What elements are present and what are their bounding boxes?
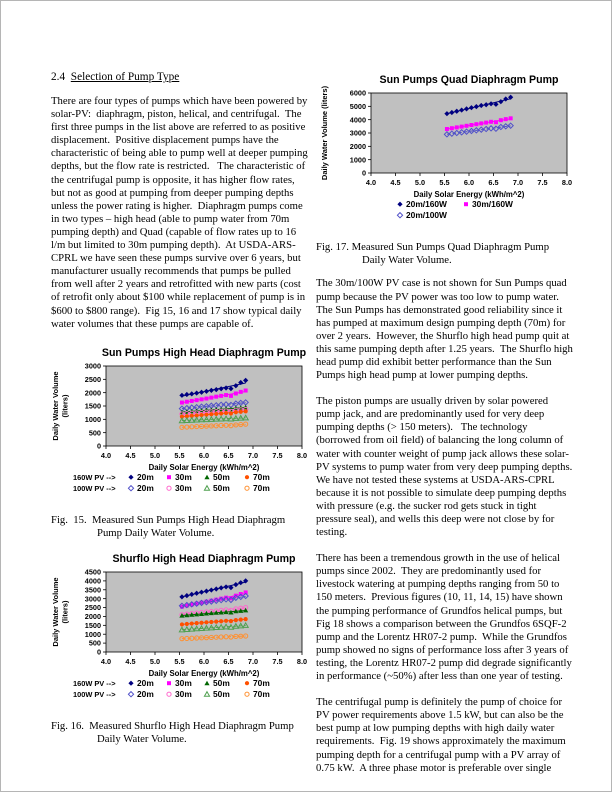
data-point <box>204 620 208 624</box>
y-tick-label: 1500 <box>84 401 101 411</box>
data-point <box>190 399 194 403</box>
x-axis-title: Daily Solar Energy (kWh/m^2) <box>148 669 260 679</box>
x-tick-label: 7.0 <box>247 450 259 460</box>
caption-line-2: Daily Water Volume. <box>97 733 187 746</box>
legend-label: 20m <box>137 471 154 482</box>
legend-marker <box>204 692 209 697</box>
caption-line-1: Fig. 15. Measured Sun Pumps High Head Diaphragm <box>51 513 286 526</box>
caption-line-2: Pump Daily Water Volume. <box>97 526 215 539</box>
legend-label: 50m <box>213 471 230 482</box>
y-tick-label: 5000 <box>349 101 366 111</box>
data-point <box>229 619 233 623</box>
chart-title: Sun Pumps High Head Diaphragm Pump <box>101 346 307 359</box>
x-tick-label: 5.0 <box>149 657 161 667</box>
data-point <box>185 622 189 626</box>
data-point <box>234 410 238 414</box>
data-point <box>239 390 243 394</box>
y-tick-label: 3000 <box>84 594 101 604</box>
legend-marker <box>128 692 133 697</box>
x-tick-label: 8.0 <box>296 657 308 667</box>
y-tick-label: 0 <box>361 168 366 178</box>
legend-label: 30m <box>175 678 192 689</box>
x-tick-label: 8.0 <box>296 450 308 460</box>
x-tick-label: 4.0 <box>365 178 377 187</box>
y-tick-label: 2000 <box>84 612 101 622</box>
y-tick-label: 3500 <box>84 585 101 595</box>
data-point <box>224 619 228 623</box>
x-tick-label: 5.5 <box>174 450 185 460</box>
legend-marker <box>204 485 209 490</box>
legend-label: 30m <box>175 689 192 700</box>
y-tick-label: 500 <box>88 427 101 437</box>
legend-marker <box>245 681 249 685</box>
legend-marker <box>128 681 133 686</box>
caption-line-2: Daily Water Volume. <box>362 254 452 267</box>
legend-label: 70m <box>253 678 270 689</box>
data-point <box>504 117 508 121</box>
data-point <box>229 411 233 415</box>
x-tick-label: 4.5 <box>125 657 136 667</box>
data-point <box>199 621 203 625</box>
data-point <box>244 409 248 413</box>
x-tick-label: 6.0 <box>198 657 210 667</box>
x-tick-label: 5.0 <box>414 178 426 187</box>
x-axis-title: Daily Solar Energy (kWh/m^2) <box>148 462 260 472</box>
legend-label: 70m <box>253 689 270 700</box>
legend-label: 20m/100W <box>406 210 447 220</box>
x-tick-label: 6.0 <box>198 450 210 460</box>
legend-label: 70m <box>253 471 270 482</box>
figure-17-caption <box>316 241 574 267</box>
legend-marker <box>245 475 249 479</box>
y-tick-label: 1500 <box>84 621 101 631</box>
y-tick-label: 3000 <box>84 361 101 371</box>
data-point <box>450 126 454 130</box>
caption-line-1: Fig. 16. Measured Shurflo High Head Diaphragm Pump <box>51 720 294 733</box>
data-point <box>489 120 493 124</box>
legend-prefix: 100W PV --> <box>73 483 116 493</box>
data-point <box>224 411 228 415</box>
data-point <box>239 618 243 622</box>
x-tick-label: 6.5 <box>488 178 499 187</box>
data-point <box>445 127 449 131</box>
legend-marker <box>167 692 171 696</box>
x-tick-label: 5.0 <box>149 450 161 460</box>
data-point <box>219 394 223 398</box>
figure-15-chart <box>51 344 308 511</box>
chart-svg <box>51 344 308 506</box>
data-point <box>474 122 478 126</box>
y-tick-label: 2000 <box>84 387 101 397</box>
data-point <box>219 411 223 415</box>
left-column <box>51 71 309 757</box>
y-tick-label: 4000 <box>84 576 101 586</box>
data-point <box>469 123 473 127</box>
right-paragraph-1: The 30m/100W PV case is not shown for Sun Pumps quad pump because the PV power was too low to pump water. The Sun Pumps has demonstrated good reliability since it has pumped at maximum design pumping depth (70m) for over 2 years. However, the Shurflo high head pump quit at this same pumping depth after 1.25 years. The Shurflo high head pump did exhibit better performance than the Sun Pumps high head pump at lower pumping depths. <box>316 277 576 382</box>
x-tick-label: 6.5 <box>223 450 234 460</box>
data-point <box>234 618 238 622</box>
legend-prefix: 100W PV --> <box>73 690 116 700</box>
plot-area <box>371 93 567 173</box>
data-point <box>455 125 459 129</box>
data-point <box>499 118 503 122</box>
x-tick-label: 4.0 <box>100 657 112 667</box>
x-tick-label: 6.5 <box>223 657 234 667</box>
data-point <box>484 121 488 125</box>
legend-marker <box>167 486 171 490</box>
figure-16-chart <box>51 550 308 717</box>
data-point <box>214 620 218 624</box>
x-tick-label: 7.5 <box>272 450 283 460</box>
y-tick-label: 4000 <box>349 115 366 125</box>
x-tick-label: 4.5 <box>390 178 401 187</box>
figure-15-caption <box>51 514 309 540</box>
data-point <box>244 388 248 392</box>
y-tick-label: 1000 <box>84 414 101 424</box>
x-tick-label: 7.5 <box>537 178 548 187</box>
data-point <box>214 411 218 415</box>
data-point <box>234 391 238 395</box>
data-point <box>509 116 513 120</box>
right-column <box>316 71 578 788</box>
data-point <box>224 393 228 397</box>
left-paragraph: There are four types of pumps which have been powered by solar-PV: diaphragm, piston, helical, and centrifugal. The first three pumps in the list above are referred to as positive displacement. Positive displacement pumps have the characteristic of being able to pump well at deeper pumping depths, but the flow rate is restricted. The characteristic of the centrifugal pump is opposite, it has higher flow rates, but not as good at pumping from deeper pumping depths unless the power rating is higher. Diaphragm pumps come in two types – high head (able to pump water from 70m pumping depth) and Quad (capable of flow rates up to 16 l/m but limited to 30m pumping depth). At USDA-ARS-CPRL we have seen these pumps survive over 6 years, but manufacturer usually recommends that pumps be pulled from well after 2 years and retrofitted with new parts (cost of retrofit only about $100 while replacement of pump is in $600 to $800 range). Fig 15, 16 and 17 show typical daily water volumes that these pumps are capable of. <box>51 95 311 330</box>
x-tick-label: 5.5 <box>174 657 185 667</box>
data-point <box>190 622 194 626</box>
y-tick-label: 0 <box>96 647 101 657</box>
x-tick-label: 7.5 <box>272 657 283 667</box>
y-axis-title: Daily Water Volume <box>51 577 60 647</box>
legend-label: 20m/160W <box>406 199 447 209</box>
legend-marker <box>204 681 209 686</box>
y-tick-label: 1000 <box>349 155 366 165</box>
data-point <box>494 120 498 124</box>
right-paragraph-2: The piston pumps are usually driven by solar powered pump jack, and are predominantly used for very deep pumping depths (> 150 meters). The technology (borrowed from oil field) of balancing the long column of water with counter weight of pump jack allows these solar-PV systems to pump water from very deep pumping depths. We have not tested these systems at USDA-ARS-CPRL because it is not possible to simulate deep pumping depths with pressure (e.g. the sucker rod gets stuck in tight pressure seal), and wells this deep were not close by for testing. <box>316 395 578 539</box>
legend-marker <box>167 681 171 685</box>
legend-label: 20m <box>137 482 154 493</box>
legend-label: 30m <box>175 471 192 482</box>
data-point <box>460 125 464 129</box>
y-axis-title: Daily Water Volume <box>51 371 60 441</box>
data-point <box>209 620 213 624</box>
data-point <box>195 621 199 625</box>
data-point <box>219 619 223 623</box>
data-point <box>180 400 184 404</box>
legend-marker <box>464 202 468 206</box>
x-tick-label: 7.0 <box>512 178 524 187</box>
chart-title: Sun Pumps Quad Diaphragm Pump <box>379 74 559 86</box>
data-point <box>180 622 184 626</box>
legend-label: 50m <box>213 482 230 493</box>
legend-label: 20m <box>137 689 154 700</box>
x-axis-title: Daily Solar Energy (kWh/m^2) <box>413 190 525 199</box>
data-point <box>185 399 189 403</box>
data-point <box>465 124 469 128</box>
figure-16-caption <box>51 720 309 746</box>
section-title: Selection of Pump Type <box>70 71 180 83</box>
figure-17-chart <box>316 71 573 238</box>
legend-marker <box>397 202 402 207</box>
legend-marker <box>167 475 171 479</box>
data-point <box>204 396 208 400</box>
legend-marker <box>128 485 133 490</box>
x-tick-label: 8.0 <box>561 178 573 187</box>
y-axis-title: (liters) <box>60 394 70 418</box>
data-point <box>214 394 218 398</box>
data-point <box>209 395 213 399</box>
legend-prefix: 160W PV --> <box>73 679 116 689</box>
chart-svg <box>316 71 573 233</box>
data-point <box>239 409 243 413</box>
y-tick-label: 1000 <box>84 629 101 639</box>
data-point <box>209 412 213 416</box>
legend-marker <box>128 474 133 479</box>
x-tick-label: 4.0 <box>100 450 112 460</box>
y-tick-label: 500 <box>88 638 101 648</box>
y-tick-label: 0 <box>96 441 101 451</box>
chart-title: Shurflo High Head Diaphragm Pump <box>112 553 296 566</box>
legend-label: 30m <box>175 482 192 493</box>
legend-label: 20m <box>137 678 154 689</box>
data-point <box>229 394 233 398</box>
y-axis-title: Daily Water Volume (liters) <box>320 85 329 181</box>
x-tick-label: 5.5 <box>439 178 450 187</box>
caption-line-1: Fig. 17. Measured Sun Pumps Quad Diaphragm Pump <box>316 241 550 253</box>
legend-label: 50m <box>213 678 230 689</box>
section-number: 2.4 <box>51 71 66 83</box>
x-tick-label: 4.5 <box>125 450 136 460</box>
right-paragraph-4: The centrifugal pump is definitely the pump of choice for PV power requirements above 1.5 kW, but can also be the best pump at low pumping depths with high daily water requirements. Fig. 19 shows approximately the maximum pumping depth for a centrifugal pump with a PV array of 0.75 kW. A three phase motor is preferable over single <box>316 696 569 774</box>
y-tick-label: 6000 <box>349 88 366 98</box>
legend-label: 50m <box>213 689 230 700</box>
right-paragraph-3: There has been a tremendous growth in the use of helical pumps since 2002. They are predominantly used for livestock watering at pumping depths ranging from 50 to 150 meters. Previous figures (10, 11, 14, 15) have shown the pumping performance of Grundfos helical pumps, but Fig 18 shows a comparison between the Grundfos 6SQF-2 pump and the Lorentz HR07-2 pump. While the Grundfos pump showed no signs of performance loss after 3 years of testing, the Lorentz HR07-2 pump did degrade significantly in performance (~50%) after less than one year of testing. <box>316 552 575 683</box>
legend-marker <box>245 692 249 696</box>
data-point <box>195 398 199 402</box>
data-point <box>479 121 483 125</box>
legend-marker <box>204 474 209 479</box>
x-tick-label: 6.0 <box>463 178 475 187</box>
legend-marker <box>397 213 402 218</box>
legend-prefix: 160W PV --> <box>73 472 116 482</box>
y-tick-label: 3000 <box>349 128 366 138</box>
section-heading <box>51 71 309 83</box>
legend-label: 70m <box>253 482 270 493</box>
y-tick-label: 2000 <box>349 141 366 151</box>
data-point <box>200 397 204 401</box>
y-tick-label: 4500 <box>84 567 101 577</box>
chart-svg <box>51 550 308 712</box>
legend-marker <box>245 486 249 490</box>
y-axis-title: (liters) <box>60 600 70 624</box>
data-point <box>244 617 248 621</box>
y-tick-label: 2500 <box>84 603 101 613</box>
legend-label: 30m/160W <box>472 199 513 209</box>
y-tick-label: 2500 <box>84 374 101 384</box>
x-tick-label: 7.0 <box>247 657 259 667</box>
